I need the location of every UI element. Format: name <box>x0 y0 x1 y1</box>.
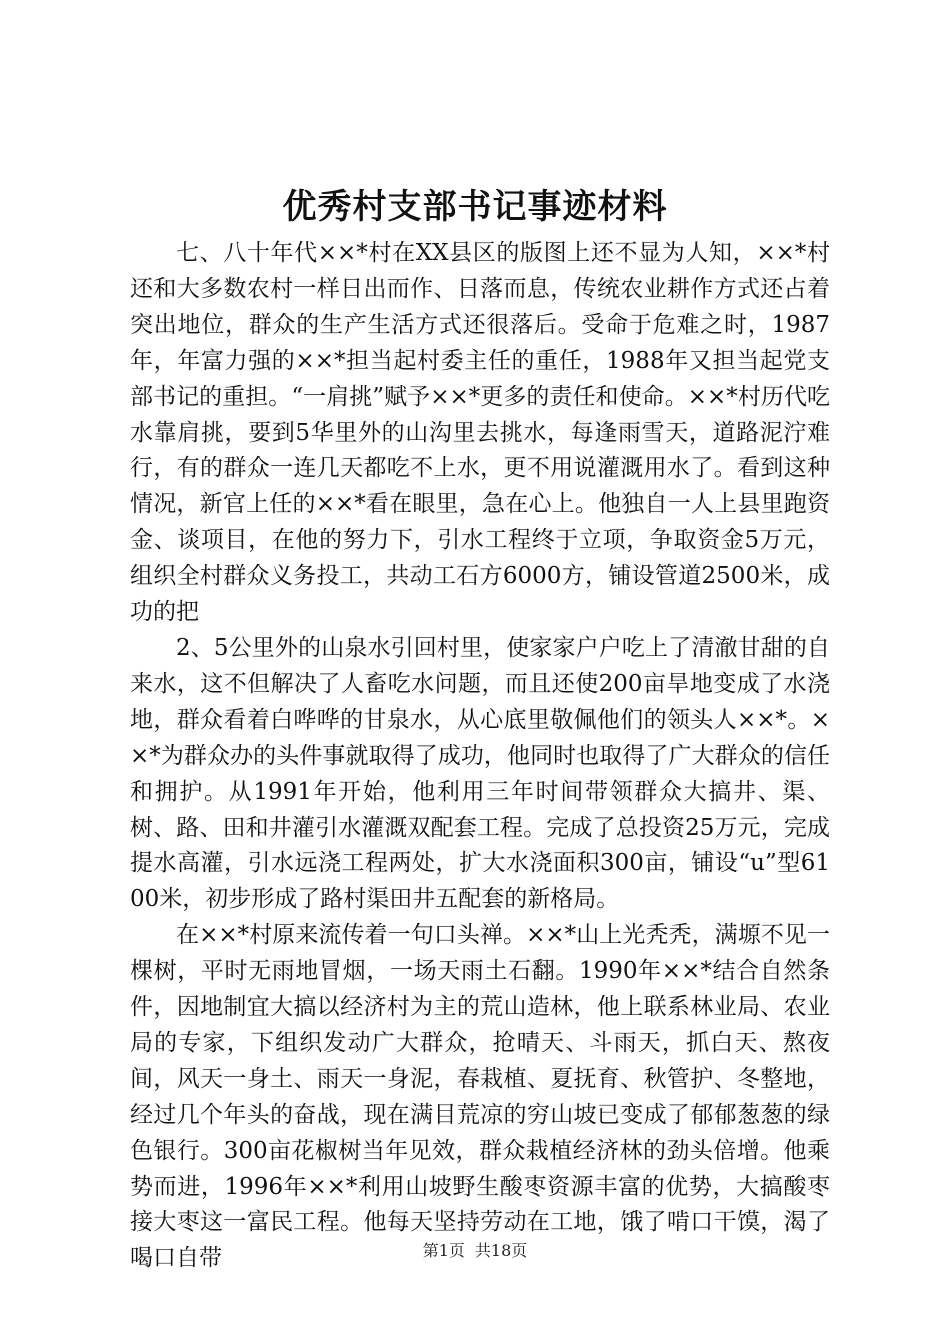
page-number: 第1页 <box>422 1241 465 1260</box>
paragraph: 在××*村原来流传着一句口头禅。××*山上光秃秃，满塬不见一棵树，平时无雨地冒烟，一场天雨土石翻。1990年××*结合自然条件，因地制宜大搞以经济村为主的荒山造林，他上联系林业局、农业局的专家，下组织发动广大群众，抢晴天、斗雨天，抓白天、熬夜间，风天一身土、雨天一身泥，春栽植、夏抚育、秋管护、冬整地，经过几个年头的奋战，现在满目荒凉的穷山坡已变成了郁郁葱葱的绿色银行。300亩花椒树当年见效，群众栽植经济林的劲头倍增。他乘势而进，1996年××*利用山坡野生酸枣资源丰富的优势，大搞酸枣接大枣这一富民工程。他每天坚持劳动在工地，饿了啃口干馍，渴了喝口自带 <box>130 922 830 1272</box>
page-footer <box>0 1240 950 1262</box>
paragraph: 2、5公里外的山泉水引回村里，使家家户户吃上了清澈甘甜的自来水，这不但解决了人畜吃水问题，而且还使200亩旱地变成了水浇地，群众看着白哗哗的甘泉水，从心底里敬佩他们的领头人××*。××*为群众办的头件事就取得了成功，他同时也取得了广大群众的信任和拥护。从1991年开始，他利用三年时间带领群众大搞井、渠、树、路、田和井灌引水灌溉双配套工程。完成了总投资25万元，完成提水高灌，引水远浇工程两处，扩大水浇面积300亩，铺设“u”型6100米，初步形成了路村渠田井五配套的新格局。 <box>130 634 830 913</box>
document-body <box>130 236 830 1277</box>
paragraph: 七、八十年代××*村在XX县区的版图上还不显为人知，××*村还和大多数农村一样日出而作、日落而息，传统农业耕作方式还占着突出地位，群众的生产生活方式还很落后。受命于危难之时，1987年，年富力强的××*担当起村委主任的重任，1988年又担当起党支部书记的重担。“一肩挑”赋予××*更多的责任和使命。××*村历代吃水靠肩挑，要到5华里外的山沟里去挑水，每逢雨雪天，道路泥泞难行，有的群众一连几天都吃不上水，更不用说灌溉用水了。看到这种情况，新官上任的××*看在眼里，急在心上。他独自一人上县里跑资金、谈项目，在他的努力下，引水工程终于立项，争取资金5万元，组织全村群众义务投工，共动工石方6000方，铺设管道2500米，成功的把 <box>130 240 830 626</box>
page-total: 共18页 <box>474 1241 528 1260</box>
document-title: 优秀村支部书记事迹材料 <box>282 187 668 227</box>
